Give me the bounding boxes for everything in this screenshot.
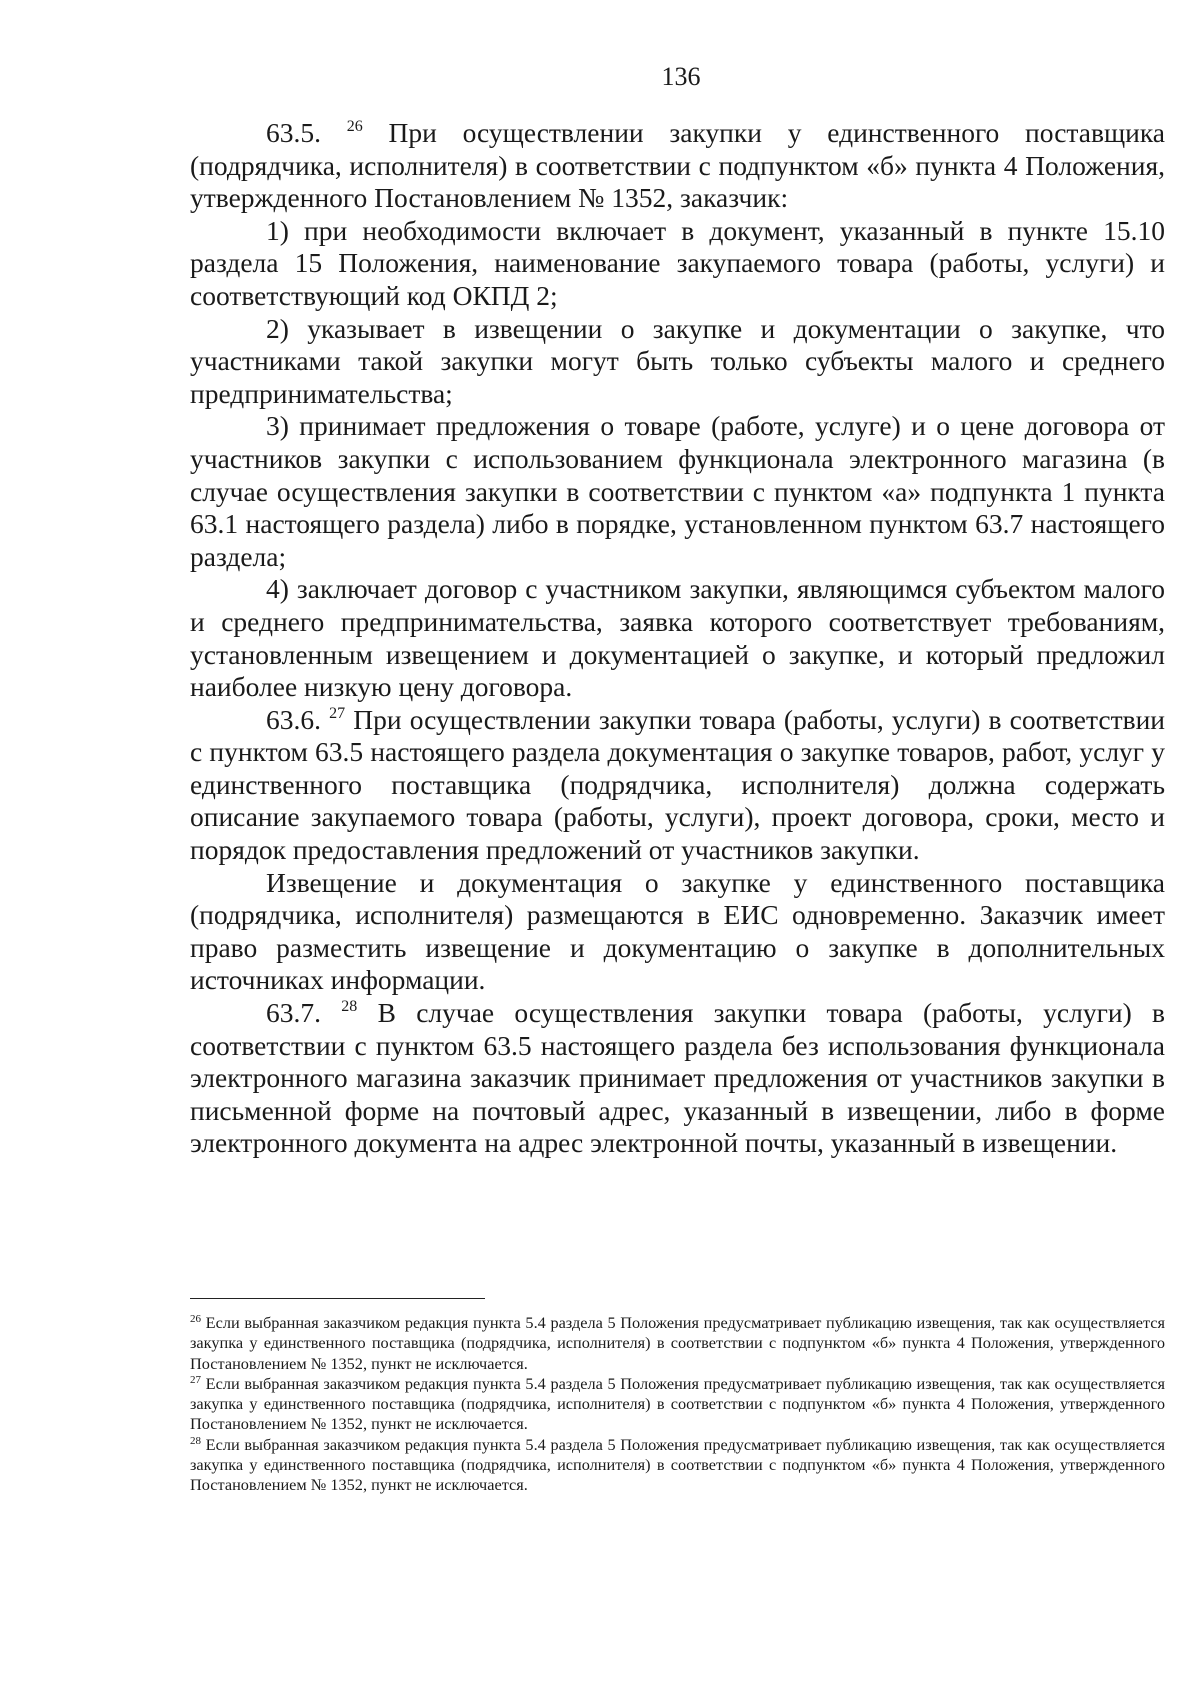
- footnote-28: [190, 1435, 1165, 1496]
- footnote-number: 27: [190, 1373, 201, 1386]
- footnote-ref-26: 26: [346, 118, 363, 135]
- paragraph-notice: Извещение и документация о закупке у единственного поставщика (подрядчика, исполнителя) размещаются в ЕИС одновременно. Заказчик имеет право разместить извещение и документацию о закупке в дополнительных источниках информации.: [190, 866, 1165, 996]
- footnote-ref-27: 27: [329, 704, 346, 722]
- footnote-ref-28: 28: [341, 998, 358, 1016]
- footnotes: [190, 1313, 1165, 1496]
- list-item-1: 1) при необходимости включает в документ, указанный в пункте 15.10 раздела 15 Положения, наименование закупаемого товара (работы, услуги) и соответствующий код ОКПД 2;: [190, 214, 1165, 311]
- paragraph-text: При осуществлении закупки товара (работы, услуги) в соответствии с пунктом 63.5 настоящего раздела документация о закупке товаров, работ, услуг у единственного поставщика (подрядчика, исполнителя) должна содержать описание закупаемого товара (работы, услуги), проект договора, сроки, место и порядок предоставления предложений от участников закупки.: [190, 703, 1166, 866]
- paragraph-63-6: [190, 704, 1165, 867]
- paragraph-63-7: [190, 997, 1165, 1160]
- footnote-text: Если выбранная заказчиком редакция пункта 5.4 раздела 5 Положения предусматривает публикацию извещения, так как осуществляется закупка у единственного поставщика (подрядчика, исполнителя) в соответствии с подпунктом «б» пункта 4 Положения, утвержденного Постановлением № 1352, пункт не исключается.: [190, 1434, 1165, 1495]
- footnote-number: 26: [190, 1313, 201, 1325]
- paragraph-63-5: [190, 117, 1165, 215]
- clause-number: 63.5.: [266, 117, 321, 148]
- paragraph-text: При осуществлении закупки у единственного поставщика (подрядчика, исполнителя) в соответствии с подпунктом «б» пункта 4 Положения, утвержденного Постановлением № 1352, заказчик:: [190, 117, 1165, 214]
- clause-number: 63.6.: [266, 703, 321, 735]
- footnote-26: [190, 1313, 1165, 1374]
- document-body: [190, 117, 1165, 1160]
- footnote-number: 28: [190, 1434, 201, 1447]
- list-item-2: 2) указывает в извещении о закупке и документации о закупке, что участниками такой закупки могут быть только субъекты малого и среднего предпринимательства;: [190, 312, 1165, 409]
- list-item-4: 4) заключает договор с участником закупки, являющимся субъектом малого и среднего предпринимательства, заявка которого соответствует требованиям, установленным извещением и документацией о закупке, и который предложил наиболее низкую цену договора.: [190, 573, 1165, 703]
- list-item-3: 3) принимает предложения о товаре (работе, услуге) и о цене договора от участников закупки с использованием функционала электронного магазина (в случае осуществления закупки в соответствии с пунктом «а» подпункта 1 пункта 63.1 настоящего раздела) либо в порядке, установленном пунктом 63.7 настоящего раздела;: [190, 410, 1165, 572]
- footnote-text: Если выбранная заказчиком редакция пункта 5.4 раздела 5 Положения предусматривает публикацию извещения, так как осуществляется закупка у единственного поставщика (подрядчика, исполнителя) в соответствии с подпунктом «б» пункта 4 Положения, утвержденного Постановлением № 1352, пункт не исключается.: [190, 1313, 1165, 1373]
- page-number: 136: [661, 62, 701, 91]
- paragraph-text: В случае осуществления закупки товара (работы, услуги) в соответствии с пунктом 63.5 настоящего раздела без использования функционала электронного магазина заказчик принимает предложения от участников закупки в письменной форме на почтовый адрес, указанный в извещении, либо в форме электронного документа на адрес электронной почты, указанный в извещении.: [190, 997, 1166, 1159]
- footnote-27: [190, 1374, 1165, 1435]
- clause-number: 63.7.: [266, 997, 321, 1029]
- footnote-text: Если выбранная заказчиком редакция пункта 5.4 раздела 5 Положения предусматривает публикацию извещения, так как осуществляется закупка у единственного поставщика (подрядчика, исполнителя) в соответствии с подпунктом «б» пункта 4 Положения, утвержденного Постановлением № 1352, пункт не исключается.: [190, 1373, 1165, 1434]
- footnote-separator: [190, 1298, 485, 1299]
